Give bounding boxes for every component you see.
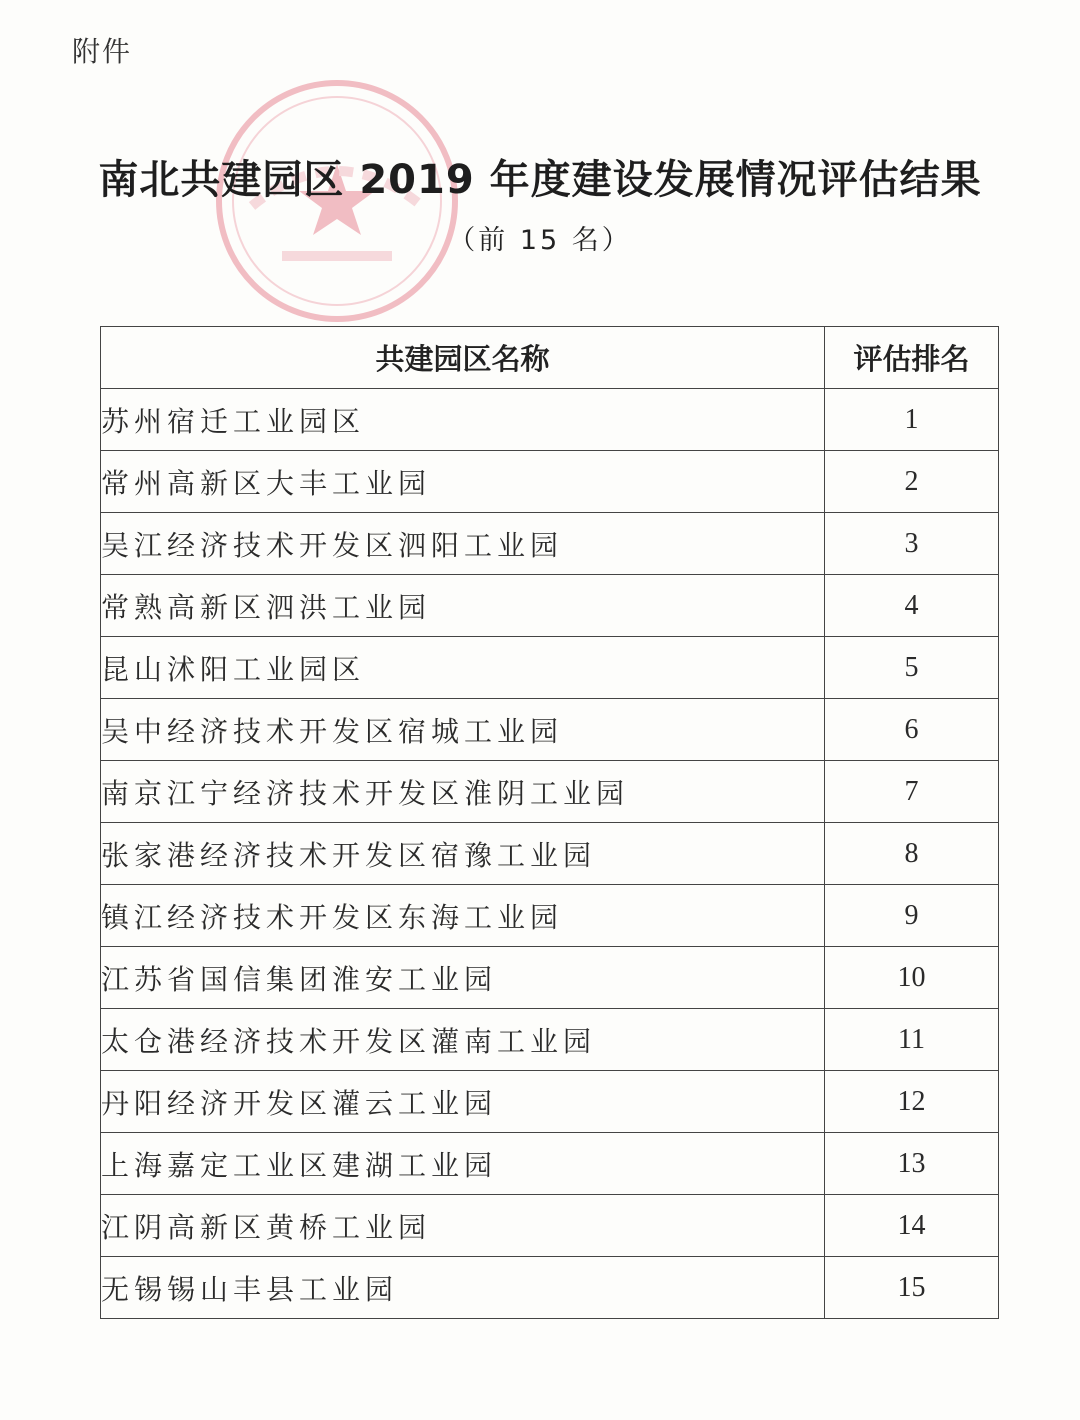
park-name-cell: 常州高新区大丰工业园 xyxy=(101,451,825,513)
park-name-cell: 无锡锡山丰县工业园 xyxy=(101,1257,825,1319)
park-name-cell: 镇江经济技术开发区东海工业园 xyxy=(101,885,825,947)
table-row xyxy=(101,513,999,575)
column-header-rank: 评估排名 xyxy=(825,327,999,389)
park-name-cell: 常熟高新区泗洪工业园 xyxy=(101,575,825,637)
rank-cell: 12 xyxy=(825,1071,999,1133)
table-row xyxy=(101,761,999,823)
park-name-cell: 江苏省国信集团淮安工业园 xyxy=(101,947,825,1009)
rank-cell: 9 xyxy=(825,885,999,947)
attachment-label: 附件 xyxy=(72,35,133,68)
table-row xyxy=(101,451,999,513)
table-row xyxy=(101,637,999,699)
document-title: 南北共建园区 2019 年度建设发展情况评估结果 xyxy=(98,157,982,203)
park-name-cell: 太仓港经济技术开发区灌南工业园 xyxy=(101,1009,825,1071)
table-row xyxy=(101,1133,999,1195)
rank-cell: 10 xyxy=(825,947,999,1009)
column-header-park-name: 共建园区名称 xyxy=(101,327,825,389)
table-row xyxy=(101,1009,999,1071)
rank-cell: 8 xyxy=(825,823,999,885)
table-row xyxy=(101,1071,999,1133)
rank-cell: 11 xyxy=(825,1009,999,1071)
document-subtitle: （前 15 名） xyxy=(448,225,632,256)
rank-cell: 15 xyxy=(825,1257,999,1319)
park-name-cell: 张家港经济技术开发区宿豫工业园 xyxy=(101,823,825,885)
table-row xyxy=(101,1195,999,1257)
rank-cell: 4 xyxy=(825,575,999,637)
table-header-row xyxy=(101,327,999,389)
table-row xyxy=(101,947,999,1009)
table-row xyxy=(101,575,999,637)
park-name-cell: 南京江宁经济技术开发区淮阴工业园 xyxy=(101,761,825,823)
rank-cell: 3 xyxy=(825,513,999,575)
park-name-cell: 吴江经济技术开发区泗阳工业园 xyxy=(101,513,825,575)
table-row xyxy=(101,699,999,761)
table-row xyxy=(101,885,999,947)
table-row xyxy=(101,823,999,885)
rank-cell: 2 xyxy=(825,451,999,513)
rank-cell: 6 xyxy=(825,699,999,761)
park-name-cell: 苏州宿迁工业园区 xyxy=(101,389,825,451)
table-row xyxy=(101,389,999,451)
park-name-cell: 江阴高新区黄桥工业园 xyxy=(101,1195,825,1257)
ranking-table xyxy=(100,326,999,1319)
park-name-cell: 上海嘉定工业区建湖工业园 xyxy=(101,1133,825,1195)
rank-cell: 7 xyxy=(825,761,999,823)
rank-cell: 5 xyxy=(825,637,999,699)
park-name-cell: 吴中经济技术开发区宿城工业园 xyxy=(101,699,825,761)
rank-cell: 14 xyxy=(825,1195,999,1257)
park-name-cell: 丹阳经济开发区灌云工业园 xyxy=(101,1071,825,1133)
rank-cell: 13 xyxy=(825,1133,999,1195)
table-row xyxy=(101,1257,999,1319)
park-name-cell: 昆山沭阳工业园区 xyxy=(101,637,825,699)
rank-cell: 1 xyxy=(825,389,999,451)
